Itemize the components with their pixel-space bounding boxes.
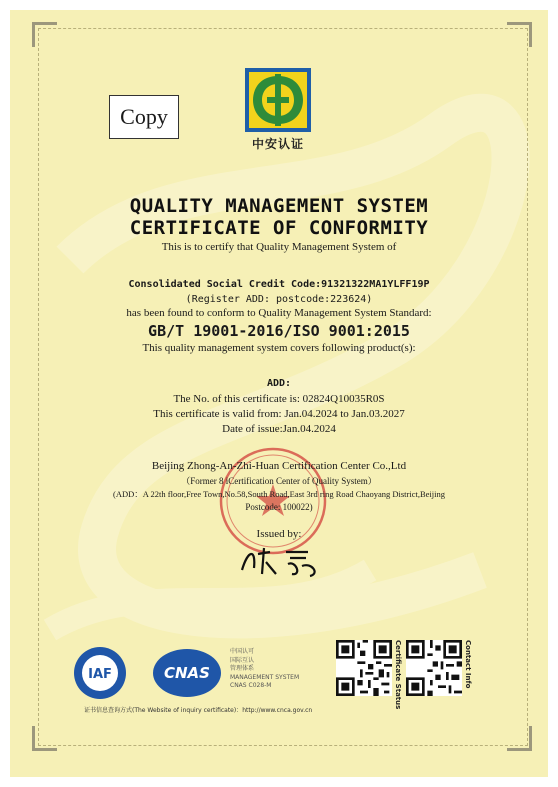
conform-text: has been found to conform to Quality Management System Standard: [126,307,432,319]
corner-ornament [32,726,57,751]
validity-period: This certificate is valid from: Jan.04.2024 to Jan.03.2027 [153,408,405,420]
iaf-label: IAF [88,667,112,682]
inquiry-website: 证书信息查询方式(The Website of inquiry certificate)：http://www.cnca.gov.cn [84,707,313,714]
cnas-cn-line2: 国际互认 [230,656,255,664]
certificate-title-line1: QUALITY MANAGEMENT SYSTEM [129,195,429,217]
issuer-address: (ADD：A 22th floor,Free Town,No.58,South Road,East 3rd ring Road Chaoyang District,Beijing [112,489,446,499]
standard-code: GB/T 19001-2016/ISO 9001:2015 [148,322,410,340]
qr-label-contact: Contact Info [464,640,472,689]
certificate-number: The No. of this certificate is: 02824Q10035R0S [173,393,385,405]
org-credit-code: Consolidated Social Credit Code:91321322MA1YLFF19P [128,279,430,290]
issuer-name: Beijing Zhong-An-Zhi-Huan Certification Center Co.,Ltd [151,460,407,472]
qr-label-status: Certificate Status [394,640,402,710]
copy-stamp: Copy [109,95,179,139]
cnas-cn-line3: 管理体系 [230,665,255,672]
issuer-logo-name: 中安认证 [251,137,304,151]
cnas-en-line2: CNAS C028-M [230,682,272,689]
signature-icon [236,540,326,580]
contact-info-qr-icon [406,640,462,696]
cnas-label: CNAS [164,664,210,682]
register-address: (Register ADD: postcode:223624) [185,294,373,305]
corner-ornament [507,726,532,751]
scope-text: This quality management system covers following product(s): [142,342,416,354]
corner-ornament [507,22,532,47]
issuer-former-name: （Former 8 iCertification Center of Quality System） [181,476,377,486]
cnas-cn-line1: 中国认可 [230,648,255,655]
issue-date: Date of issue:Jan.04.2024 [222,423,336,435]
corner-ornament [32,22,57,47]
issued-by-label: Issued by: [256,528,302,540]
issuer-postcode: Postcode: 100022) [245,502,313,512]
address-label: ADD: [266,378,292,389]
accreditation-badges [72,643,222,703]
cnas-en-line1: MANAGEMENT SYSTEM [230,673,300,681]
cnas-description [230,648,299,691]
zhongan-logo-icon [245,68,311,132]
certificate-title-line2: CERTIFICATE OF CONFORMITY [129,217,429,239]
certificate-status-qr-icon [336,640,392,696]
certify-intro: This is to certify that Quality Management System of [161,241,397,253]
